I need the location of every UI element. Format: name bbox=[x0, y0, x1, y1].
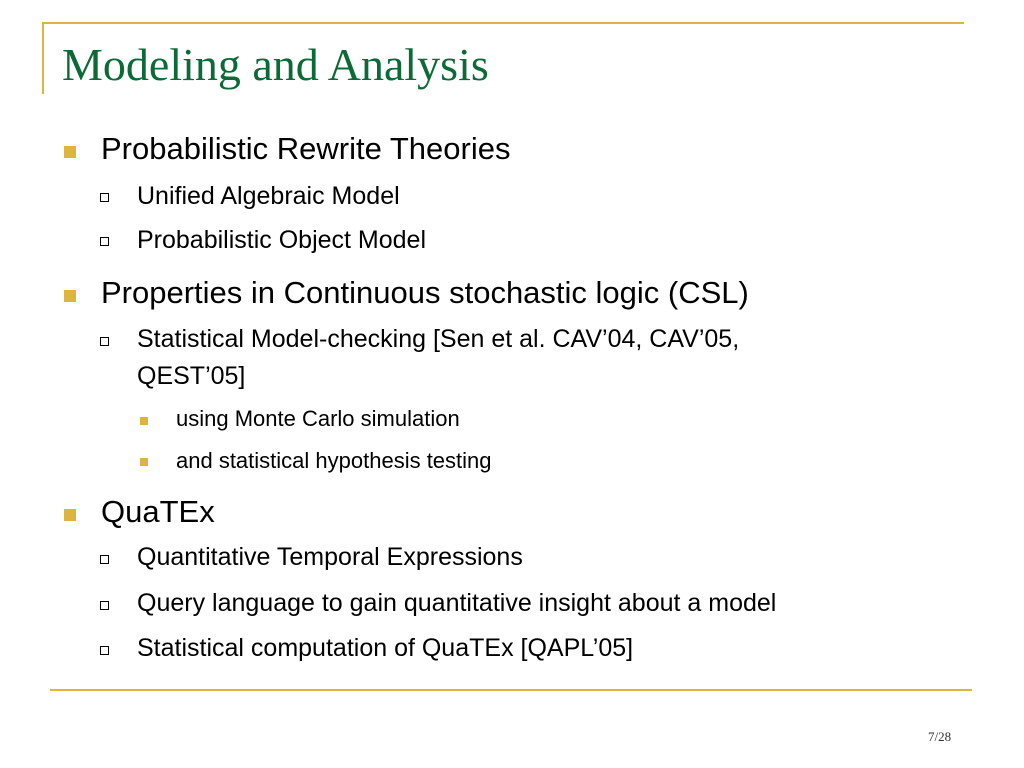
hollow-square-bullet-icon bbox=[100, 193, 109, 202]
bullet-text: QuaTEx bbox=[101, 494, 215, 529]
bullet-text: Properties in Continuous stochastic logic (CSL) bbox=[101, 275, 749, 310]
page-number: 7/28 bbox=[928, 729, 952, 744]
sub-sub-bullet-text: and statistical hypothesis testing bbox=[176, 448, 492, 473]
square-bullet-icon bbox=[64, 290, 76, 302]
square-bullet-icon bbox=[64, 146, 76, 158]
square-bullet-icon bbox=[140, 458, 148, 466]
sub-bullet-text: Statistical Model-checking [Sen et al. CAV’04, CAV’05, bbox=[137, 325, 740, 353]
sub-bullet-text: Unified Algebraic Model bbox=[137, 182, 400, 210]
square-bullet-icon bbox=[64, 509, 76, 521]
sub-bullet-text: Probabilistic Object Model bbox=[137, 226, 427, 254]
hollow-square-bullet-icon bbox=[100, 601, 109, 610]
hollow-square-bullet-icon bbox=[100, 337, 109, 346]
hollow-square-bullet-icon bbox=[100, 555, 109, 564]
sub-bullet-text: Query language to gain quantitative insight about a model bbox=[137, 589, 777, 617]
sub-sub-bullet-text: using Monte Carlo simulation bbox=[176, 406, 460, 431]
sub-bullet-text: Quantitative Temporal Expressions bbox=[137, 543, 523, 571]
hollow-square-bullet-icon bbox=[100, 646, 109, 655]
top-rule bbox=[42, 22, 964, 24]
bottom-rule bbox=[50, 689, 972, 691]
bullet-text: Probabilistic Rewrite Theories bbox=[101, 131, 511, 166]
sub-bullet-text-continued: QEST’05] bbox=[137, 362, 246, 390]
left-rule bbox=[42, 22, 44, 94]
sub-bullet-text: Statistical computation of QuaTEx [QAPL’05] bbox=[137, 634, 634, 662]
square-bullet-icon bbox=[140, 417, 148, 425]
slide-title: Modeling and Analysis bbox=[62, 39, 489, 90]
hollow-square-bullet-icon bbox=[100, 237, 109, 246]
